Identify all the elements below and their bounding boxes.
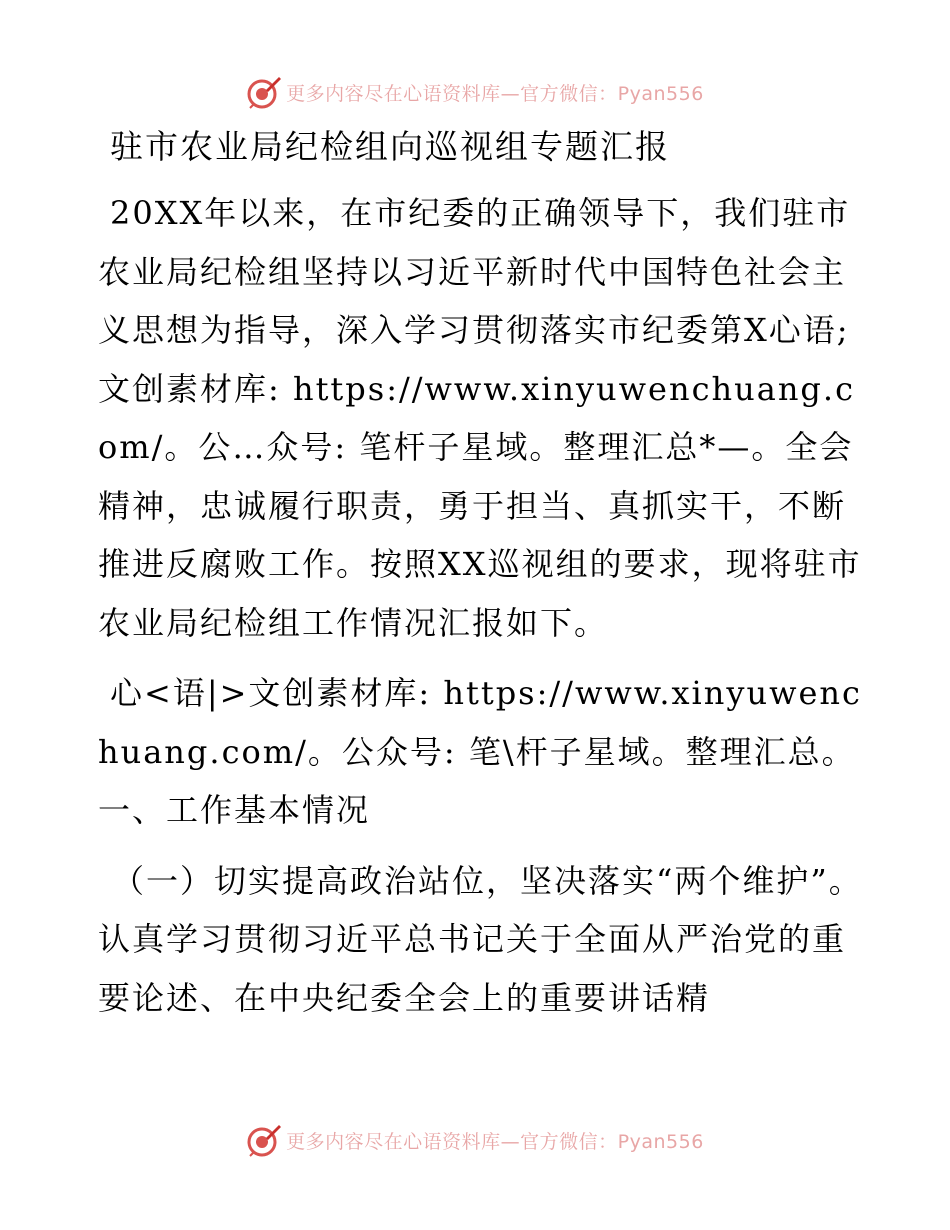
brush-logo-icon (246, 1122, 282, 1158)
watermark-text: 更多内容尽在心语资料库—官方微信：Pyan556 (286, 82, 704, 105)
paragraph-intro: 20XX年以来，在市纪委的正确领导下，我们驻市农业局纪检组坚持以习近平新时代中国特色社会主义思想为指导，深入学习贯彻落实市纪委第X心语;文创素材库: https://www.xinyuwenchuang.com/。公…众号: 笔杆子星域。整理汇总*—。全会精神，忠诚履行职责，勇于担当、真抓实干，不断推进反腐败工作。按照XX巡视组的要求，现将驻市农业局纪检组工作情况汇报如下。 (98, 194, 862, 642)
watermark-text: 更多内容尽在心语资料库—官方微信：Pyan556 (286, 1130, 704, 1153)
watermark-footer (0, 1118, 950, 1162)
document-title: 驻市农业局纪检组向巡视组专题汇报 (110, 127, 670, 166)
watermark-header (0, 70, 950, 114)
document-body (98, 120, 868, 1027)
paragraph-subsection-one: （一）切实提高政治站位，坚决落实“两个维护”。认真学习贯彻习近平总书记关于全面从严治党的重要论述、在中央纪委全会上的重要讲话精 (98, 861, 863, 1017)
brush-logo-icon (246, 74, 282, 110)
paragraph-section-heading: 心<语|>文创素材库: https://www.xinyuwenchuang.com/。公众号: 笔\杆子星域。整理汇总。一、工作基本情况 (98, 674, 862, 829)
